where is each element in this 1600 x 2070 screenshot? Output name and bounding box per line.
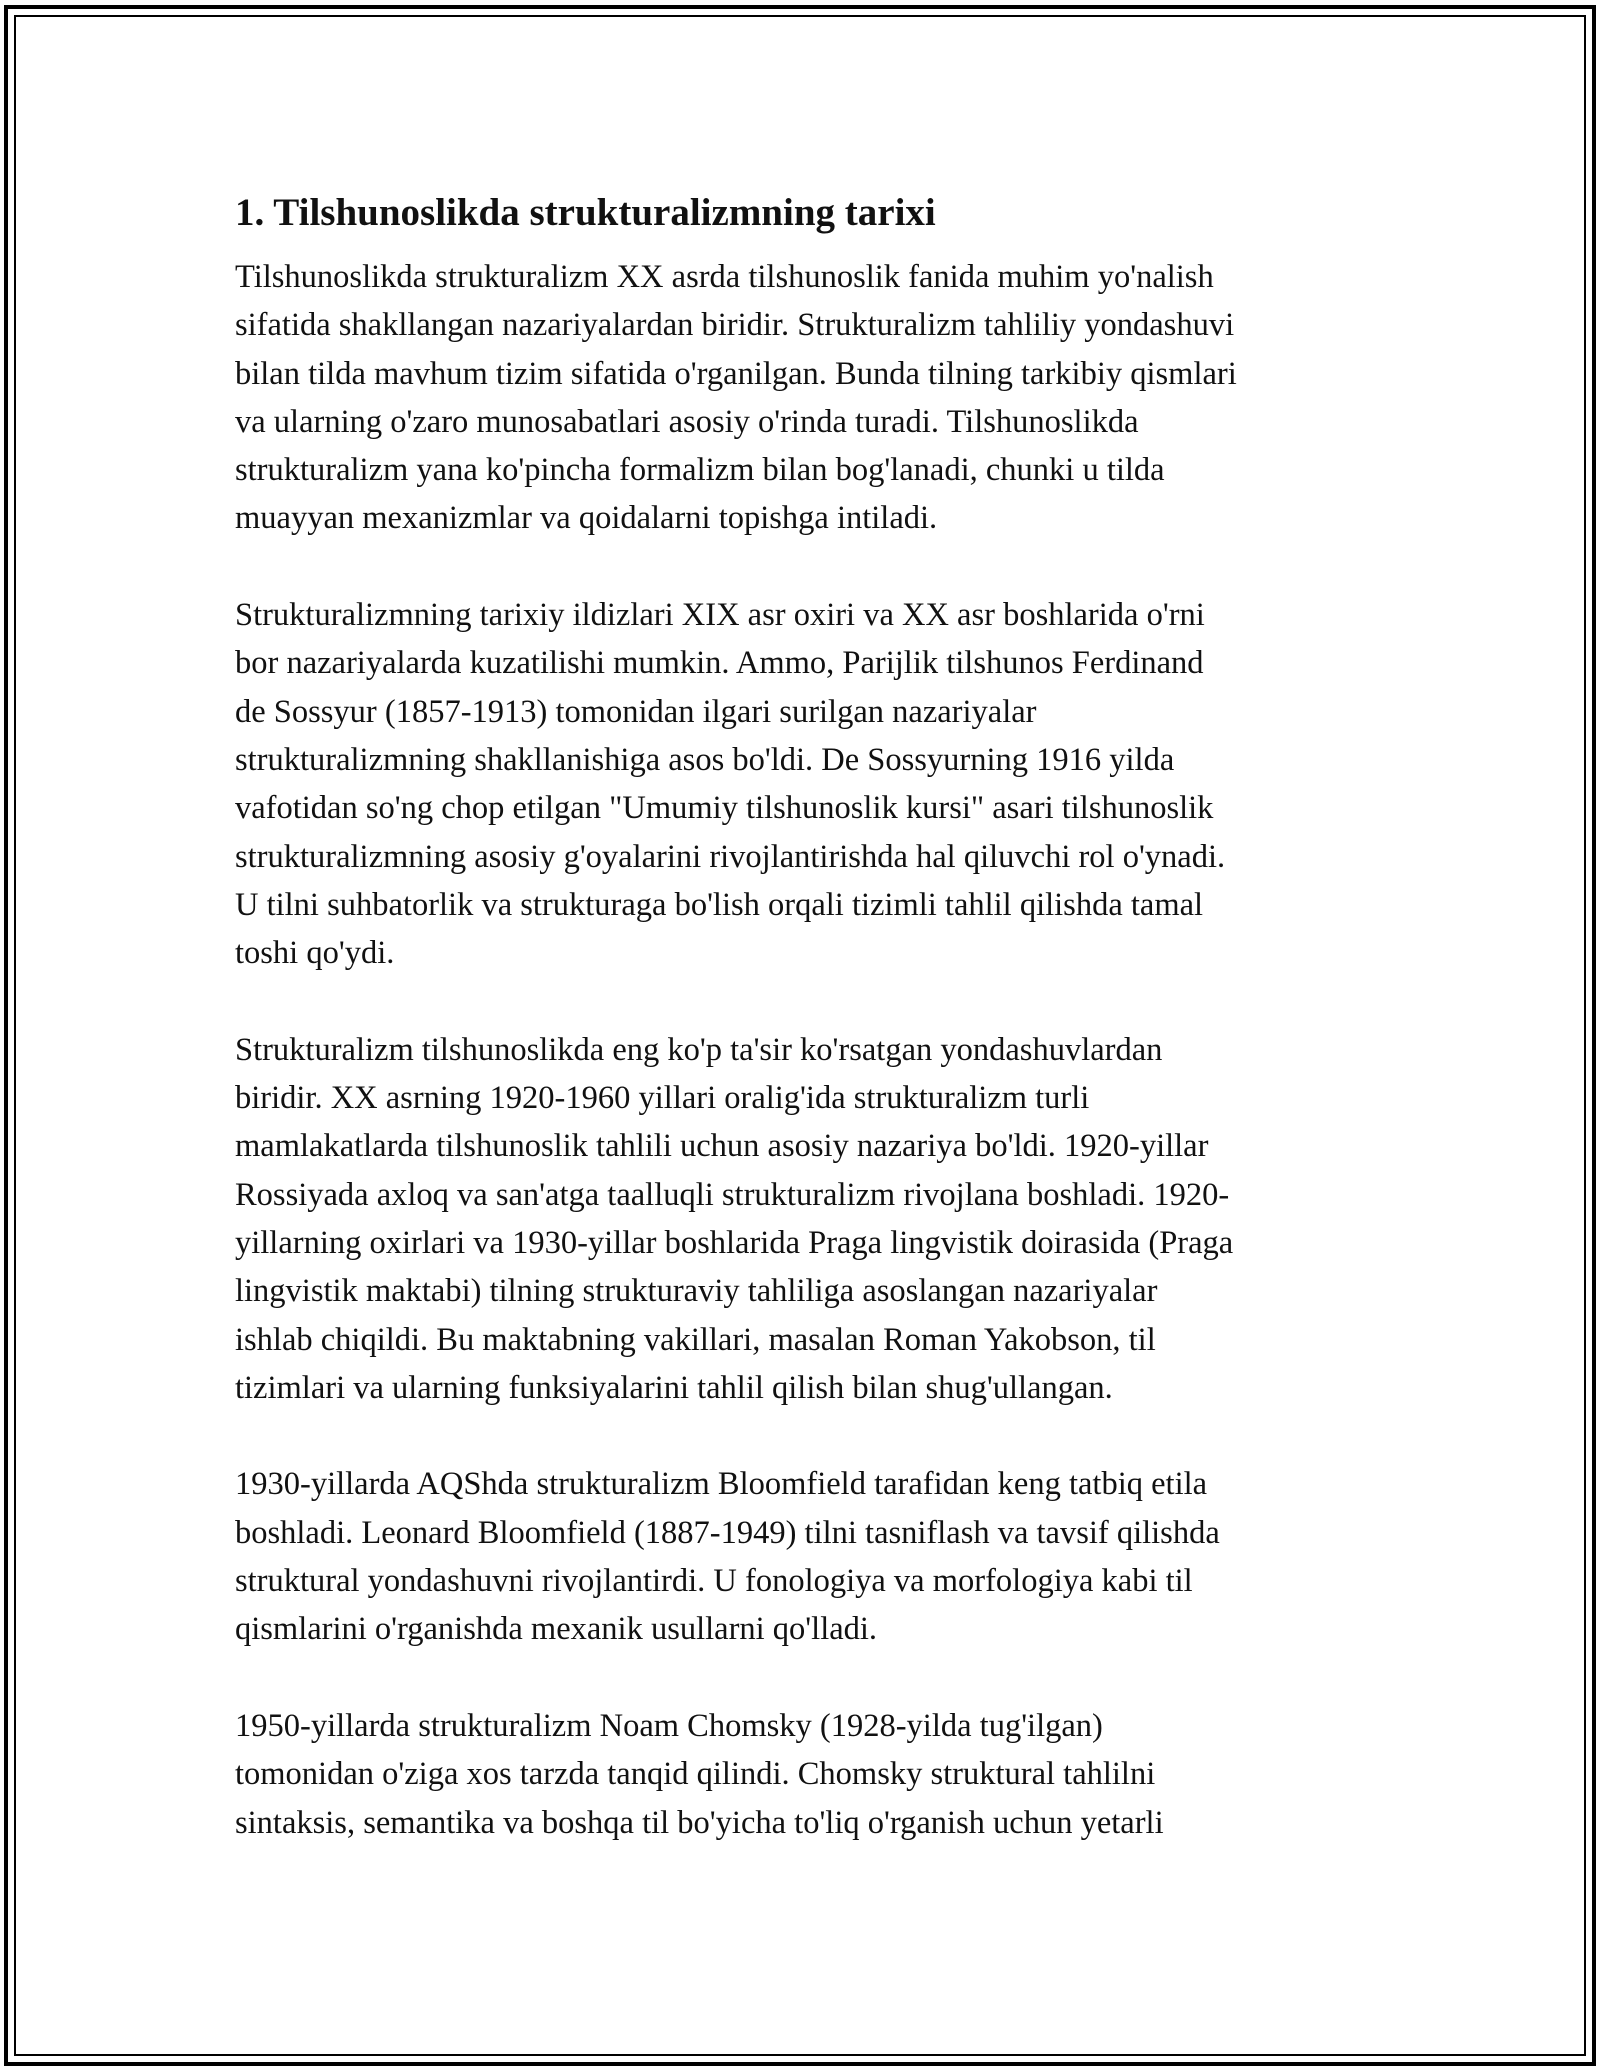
- text-line: 1930-yillarda AQShda strukturalizm Bloomfield tarafidan keng tatbiq etila: [235, 1466, 1208, 1503]
- text-line: yillarning oxirlari va 1930-yillar boshlarida Praga lingvistik doirasida (Praga: [235, 1224, 1234, 1261]
- text-line: tizimlari va ularning funksiyalarini tahlil qilish bilan shug'ullangan.: [235, 1369, 1113, 1406]
- paragraph-3: [235, 1026, 1375, 1412]
- text-line: ishlab chiqildi. Bu maktabning vakillari, masalan Roman Yakobson, til: [235, 1321, 1156, 1358]
- text-line: Tilshunoslikda strukturalizm XX asrda tilshunoslik fanida muhim yo'nalish: [235, 259, 1214, 295]
- text-line: bor nazariyalarda kuzatilishi mumkin. Ammo, Parijlik tilshunos Ferdinand: [235, 645, 1204, 682]
- text-line: strukturalizmning shakllanishiga asos bo'ldi. De Sossyurning 1916 yilda: [235, 741, 1175, 778]
- text-line: strukturalizm yana ko'pincha formalizm bilan bog'lanadi, chunki u tilda: [235, 452, 1165, 489]
- text-line: 1950-yillarda strukturalizm Noam Chomsky (1928-yilda tug'ilgan): [235, 1707, 1103, 1744]
- text-line: toshi qo'ydi.: [235, 935, 395, 972]
- text-line: sifatida shakllangan nazariyalardan biridir. Strukturalizm tahliliy yondashuvi: [235, 307, 1235, 344]
- paragraph-2: [235, 591, 1375, 977]
- text-line: sintaksis, semantika va boshqa til bo'yicha to'liq o'rganish uchun yetarli: [235, 1804, 1164, 1841]
- text-line: de Sossyur (1857-1913) tomonidan ilgari surilgan nazariyalar: [235, 693, 1037, 730]
- text-line: va ularning o'zaro munosabatlari asosiy o'rinda turadi. Tilshunoslikda: [235, 403, 1139, 440]
- text-line: Rossiyada axloq va san'atga taalluqli strukturalizm rivojlana boshladi. 1920-: [235, 1176, 1230, 1213]
- paragraph-4: [235, 1460, 1375, 1653]
- text-line: Strukturalizmning tarixiy ildizlari XIX asr oxiri va XX asr boshlarida o'rni: [235, 597, 1205, 634]
- text-line: tomonidan o'ziga xos tarzda tanqid qilindi. Chomsky struktural tahlilni: [235, 1756, 1156, 1793]
- text-line: struktural yondashuvni rivojlantirdi. U fonologiya va morfologiya kabi til: [235, 1563, 1193, 1600]
- text-line: mamlakatlarda tilshunoslik tahlili uchun asosiy nazariya bo'ldi. 1920-yillar: [235, 1128, 1209, 1165]
- text-line: U tilni suhbatorlik va strukturaga bo'lish orqali tizimli tahlil qilishda tamal: [235, 886, 1204, 923]
- text-line: qismlarini o'rganishda mexanik usullarni qo'lladi.: [235, 1611, 878, 1648]
- text-line: Strukturalizm tilshunoslikda eng ko'p ta'sir ko'rsatgan yondashuvlardan: [235, 1031, 1163, 1068]
- text-line: bilan tilda mavhum tizim sifatida o'rganilgan. Bunda tilning tarkibiy qismlari: [235, 355, 1237, 392]
- text-line: biridir. XX asrning 1920-1960 yillari oralig'ida strukturalizm turli: [235, 1080, 1090, 1117]
- text-line: lingvistik maktabi) tilning strukturaviy tahliliga asoslangan nazariyalar: [235, 1273, 1158, 1310]
- paragraph-5: [235, 1702, 1375, 1847]
- text-line: muayyan mexanizmlar va qoidalarni topishga intiladi.: [235, 500, 938, 537]
- text-line: boshladi. Leonard Bloomfield (1887-1949) tilni tasniflash va tavsif qilishda: [235, 1514, 1220, 1551]
- document-body: [235, 185, 1375, 1895]
- paragraph-1: [235, 253, 1375, 543]
- text-line: vafotidan so'ng chop etilgan "Umumiy tilshunoslik kursi" asari tilshunoslik: [235, 790, 1214, 827]
- text-line: strukturalizmning asosiy g'oyalarini rivojlantirishda hal qiluvchi rol o'ynadi.: [235, 838, 1226, 875]
- section-heading: 1. Tilshunoslikda strukturalizmning tarixi: [235, 191, 936, 234]
